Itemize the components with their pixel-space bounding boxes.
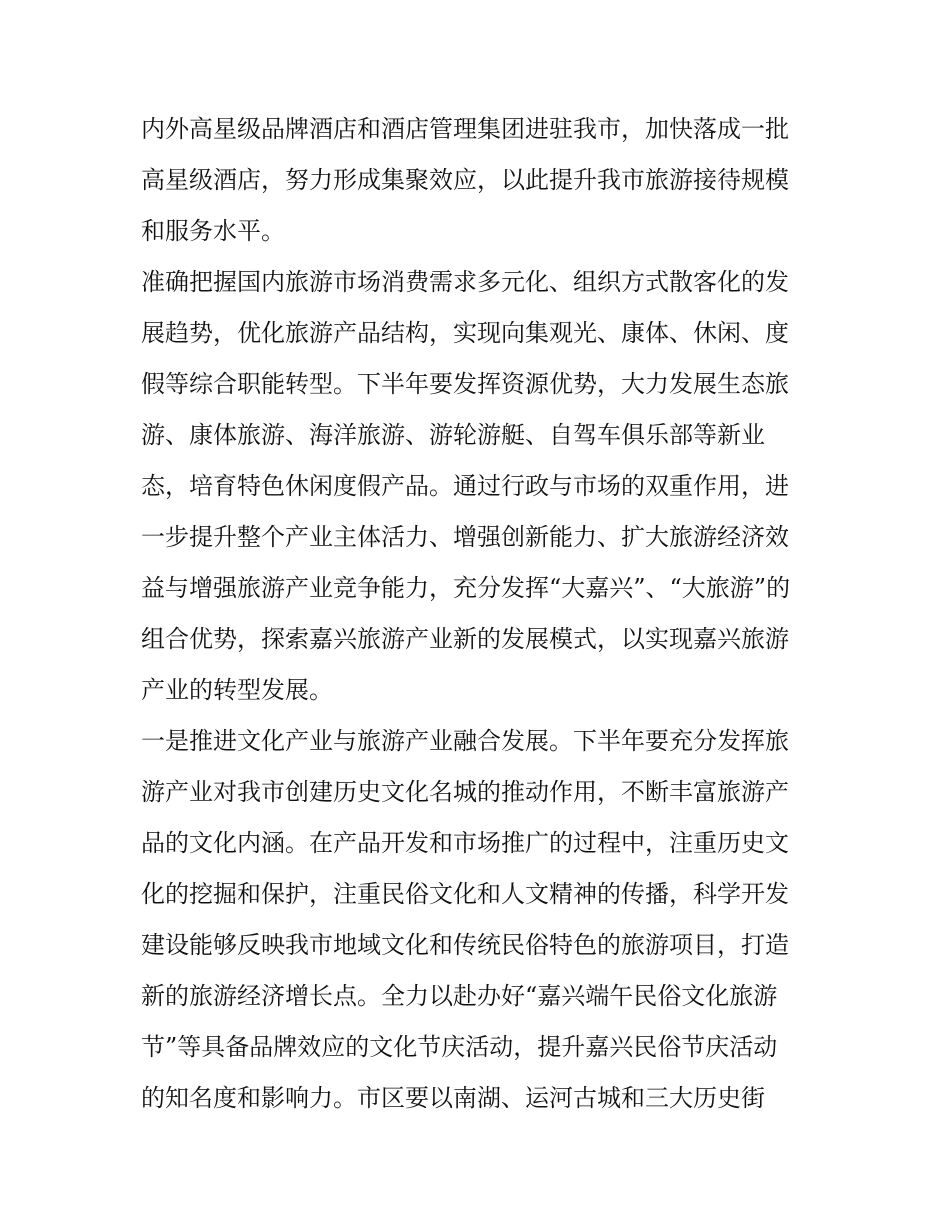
- text-line: 产业的转型发展。: [141, 676, 333, 704]
- text-line: 态，培育特色休闲度假产品。通过行政与市场的双重作用，进: [141, 472, 789, 500]
- text-line: 一步提升整个产业主体活力、增强创新能力、扩大旅游经济效: [141, 523, 789, 551]
- text-line: 节”等具备品牌效应的文化节庆活动，提升嘉兴民俗节庆活动: [141, 1033, 778, 1061]
- text-line: 新的旅游经济增长点。全力以赴办好“嘉兴端午民俗文化旅游: [141, 982, 778, 1010]
- text-line: 游产业对我市创建历史文化名城的推动作用，不断丰富旅游产: [141, 778, 789, 806]
- text-line: 一是推进文化产业与旅游产业融合发展。下半年要充分发挥旅: [141, 727, 789, 755]
- text-line: 益与增强旅游产业竞争能力，充分发挥“大嘉兴”、“大旅游”的: [141, 574, 791, 602]
- text-line: 组合优势，探索嘉兴旅游产业新的发展模式，以实现嘉兴旅游: [141, 625, 789, 653]
- text-line: 假等综合职能转型。下半年要发挥资源优势，大力发展生态旅: [141, 370, 789, 398]
- text-line: 展趋势，优化旅游产品结构，实现向集观光、康体、休闲、度: [141, 319, 789, 347]
- text-line: 的知名度和影响力。市区要以南湖、运河古城和三大历史街: [141, 1084, 765, 1112]
- text-line: 内外高星级品牌酒店和酒店管理集团进驻我市，加快落成一批: [141, 115, 789, 143]
- body-text: [141, 104, 813, 1124]
- text-line: 高星级酒店，努力形成集聚效应，以此提升我市旅游接待规模: [141, 166, 789, 194]
- text-line: 化的挖掘和保护，注重民俗文化和人文精神的传播，科学开发: [141, 880, 789, 908]
- text-line: 和服务水平。: [141, 217, 285, 245]
- text-line: 品的文化内涵。在产品开发和市场推广的过程中，注重历史文: [141, 829, 789, 857]
- text-line: 建设能够反映我市地域文化和传统民俗特色的旅游项目，打造: [141, 931, 789, 959]
- text-line: 准确把握国内旅游市场消费需求多元化、组织方式散客化的发: [141, 268, 789, 296]
- text-line: 游、康体旅游、海洋旅游、游轮游艇、自驾车俱乐部等新业: [141, 421, 765, 449]
